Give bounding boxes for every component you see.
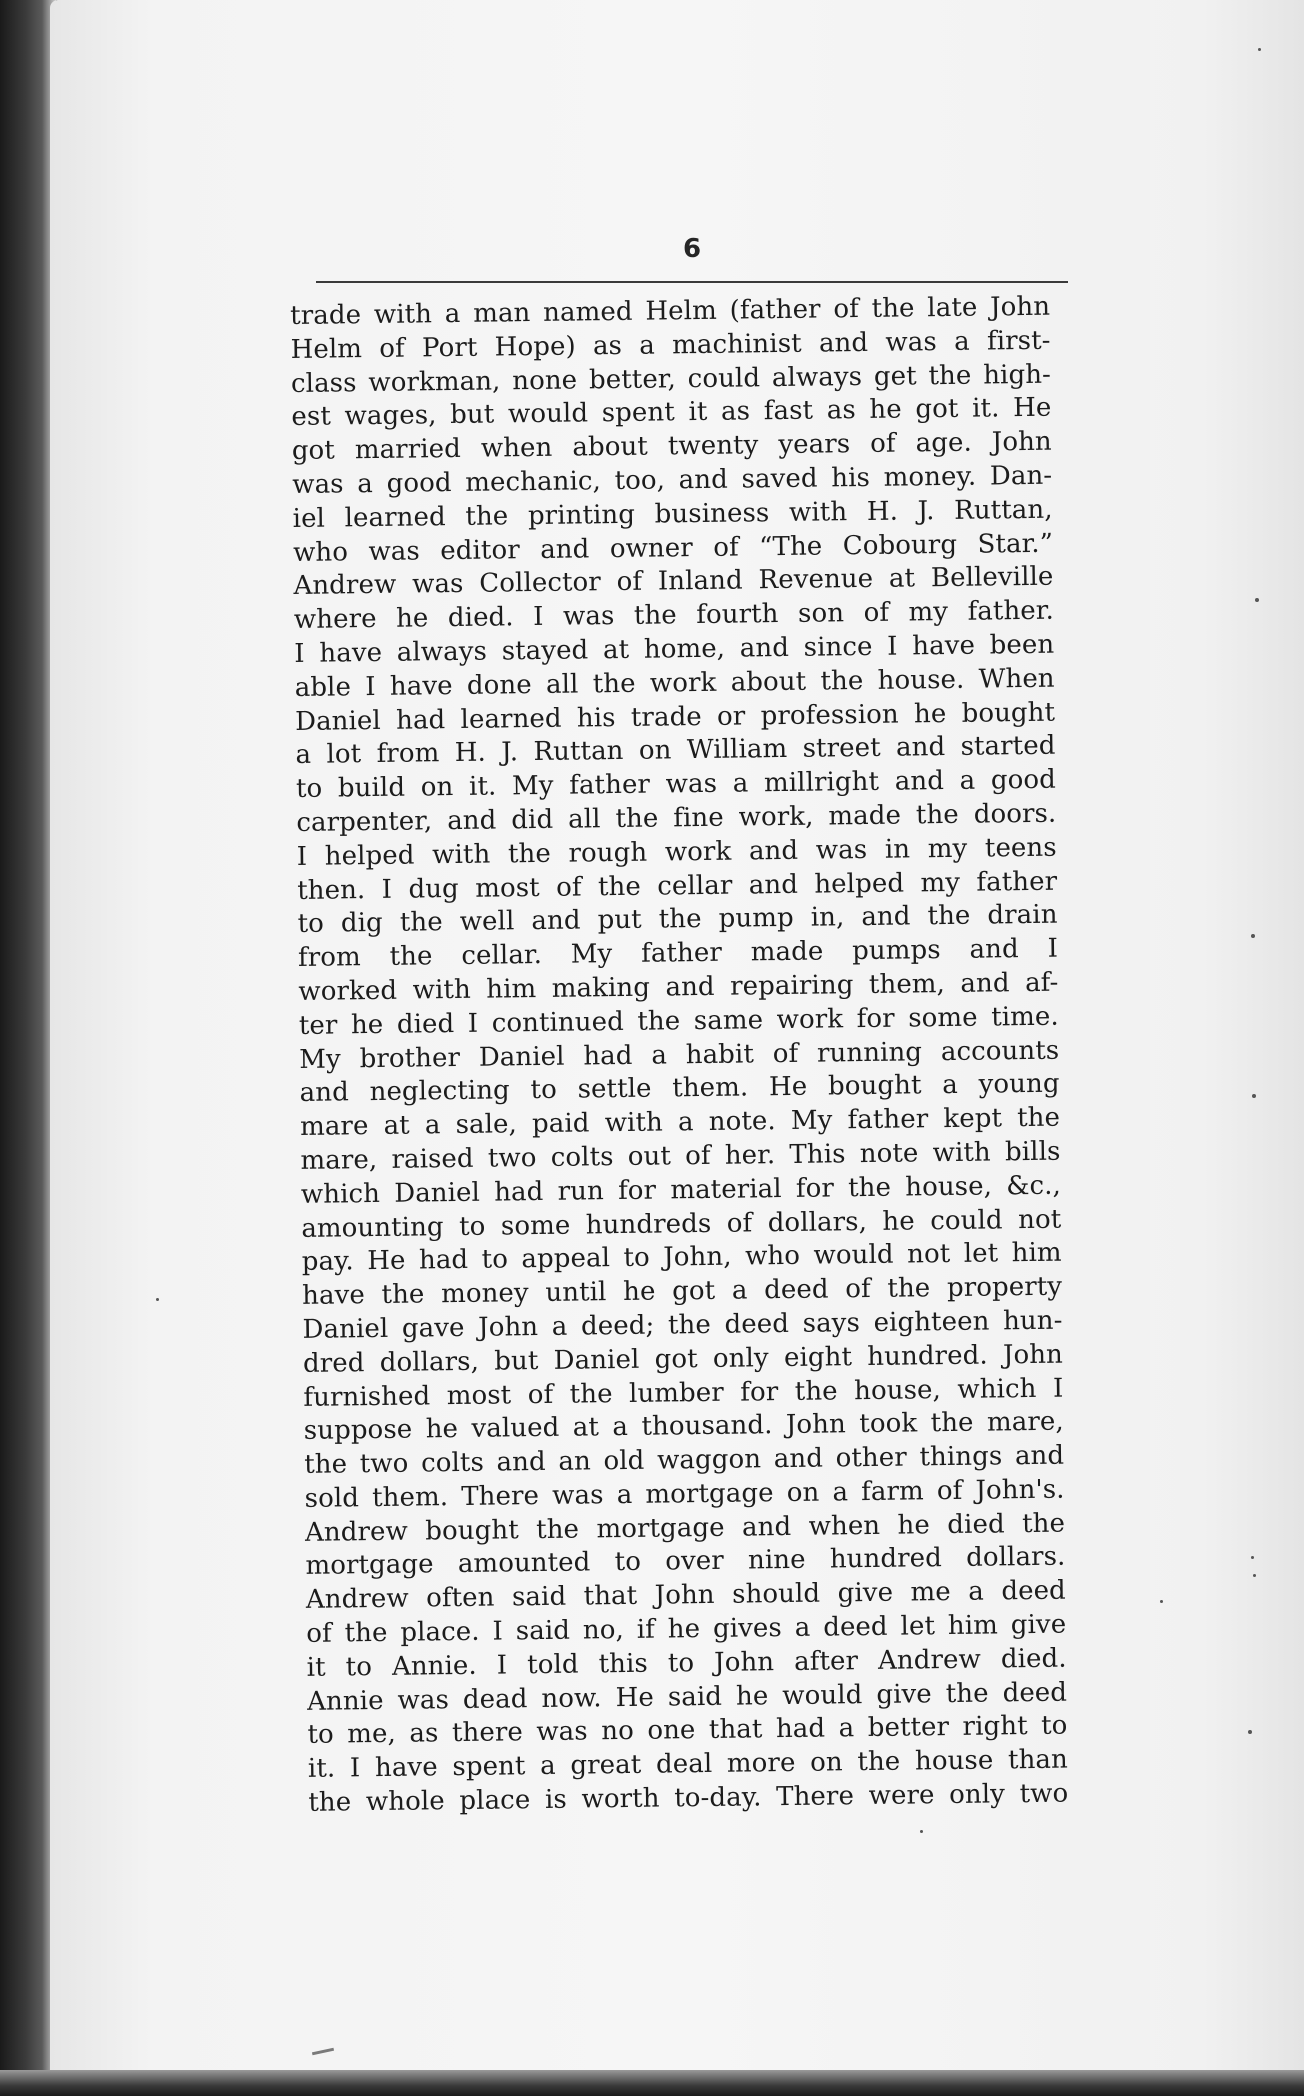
text-line: able I have done all the work about the house. When — [294, 663, 1055, 703]
text-line: mare, raised two colts out of her. This note with bills — [300, 1136, 1061, 1176]
text-line: ter he died I continued the same work for some time. — [298, 1001, 1059, 1041]
text-line: it to Annie. I told this to John after Andrew died. — [306, 1643, 1067, 1683]
text-line: I have always stayed at home, and since I have been — [294, 629, 1055, 669]
text-line: who was editor and owner of “The Cobourg Star.” — [292, 528, 1054, 568]
text-line: a lot from H. J. Ruttan on William street and started — [295, 731, 1056, 771]
text-line: sold them. There was a mortgage on a farm of John's. — [304, 1474, 1065, 1514]
paper-speck — [1258, 48, 1261, 51]
text-line: from the cellar. My father made pumps and I — [297, 933, 1059, 974]
text-line: the whole place is worth to-day. There were only two — [308, 1778, 1069, 1818]
page-number: 6 — [682, 234, 702, 264]
text-line: was a good mechanic, too, and saved his money. Dan- — [292, 460, 1053, 500]
text-line: suppose he valued at a thousand. John took the mare, — [303, 1406, 1064, 1447]
text-line: Helm of Port Hope) as a machinist and was a first- — [290, 325, 1051, 365]
text-line: then. I dug most of the cellar and helped my father — [297, 866, 1058, 906]
text-line: it. I have spent a great deal more on the house than — [307, 1744, 1069, 1785]
text-line: mortgage amounted to over nine hundred dollars. — [305, 1542, 1066, 1582]
text-line: to build on it. My father was a millright and a good — [295, 764, 1057, 805]
paper-speck — [1252, 1094, 1256, 1098]
text-line: dred dollars, but Daniel got only eight hundred. John — [302, 1339, 1064, 1379]
text-line: of the place. I said no, if he gives a deed let him give — [306, 1609, 1067, 1649]
scan-binding-edge — [0, 0, 56, 2096]
paper-speck — [1253, 1574, 1256, 1577]
text-line: to dig the well and put the pump in, and the drain — [297, 900, 1058, 940]
text-line: Andrew often said that John should give me a deed — [305, 1575, 1067, 1616]
text-line: Andrew bought the mortgage and when he died the — [304, 1508, 1066, 1548]
text-line: Andrew was Collector of Inland Revenue at Belleville — [293, 562, 1054, 602]
text-line: where he died. I was the fourth son of my father. — [293, 595, 1055, 636]
body-text — [290, 290, 1089, 1820]
text-line: furnished most of the lumber for the house, which I — [303, 1373, 1064, 1413]
text-line: which Daniel had run for material for the house, &c., — [300, 1170, 1062, 1210]
text-line: the two colts and an old waggon and other things and — [304, 1440, 1065, 1481]
text-line: class workman, none better, could always get the high- — [290, 359, 1052, 399]
text-line: iel learned the printing business with H. J. Ruttan, — [292, 494, 1053, 534]
scan-bottom-edge — [0, 2070, 1304, 2096]
text-line: worked with him making and repairing them, and af- — [298, 967, 1059, 1007]
paper-speck — [920, 1830, 923, 1833]
paper-speck — [1251, 1556, 1254, 1559]
text-line: pay. He had to appeal to John, who would not let him — [301, 1237, 1062, 1278]
text-line: carpenter, and did all the fine work, made the doors. — [296, 798, 1057, 838]
text-line: My brother Daniel had a habit of running accounts — [299, 1035, 1060, 1075]
paper-speck — [1251, 934, 1255, 938]
paper-speck — [156, 1298, 159, 1301]
text-line: Daniel had learned his trade or profession he bought — [294, 697, 1056, 737]
text-line: I helped with the rough work and was in my teens — [296, 832, 1057, 872]
paper-speck — [1248, 1730, 1252, 1734]
text-line: est wages, but would spent it as fast as he got it. He — [291, 393, 1052, 433]
text-line: and neglecting to settle them. He bought a young — [299, 1068, 1060, 1109]
text-line: have the money until he got a deed of the property — [301, 1271, 1063, 1312]
paper-speck — [1160, 1600, 1163, 1603]
text-line: mare at a sale, paid with a note. My father kept the — [299, 1102, 1061, 1143]
header-rule — [316, 281, 1068, 283]
text-line: Daniel gave John a deed; the deed says eighteen hun- — [302, 1305, 1063, 1345]
text-line: amounting to some hundreds of dollars, he could not — [301, 1204, 1062, 1244]
text-line: got married when about twenty years of age. John — [291, 426, 1052, 467]
text-line: trade with a man named Helm (father of the late John — [290, 291, 1051, 331]
paper-speck — [1255, 598, 1259, 602]
text-line: Annie was dead now. He said he would give the deed — [306, 1677, 1068, 1717]
text-line: to me, as there was no one that had a better right to — [307, 1711, 1068, 1751]
